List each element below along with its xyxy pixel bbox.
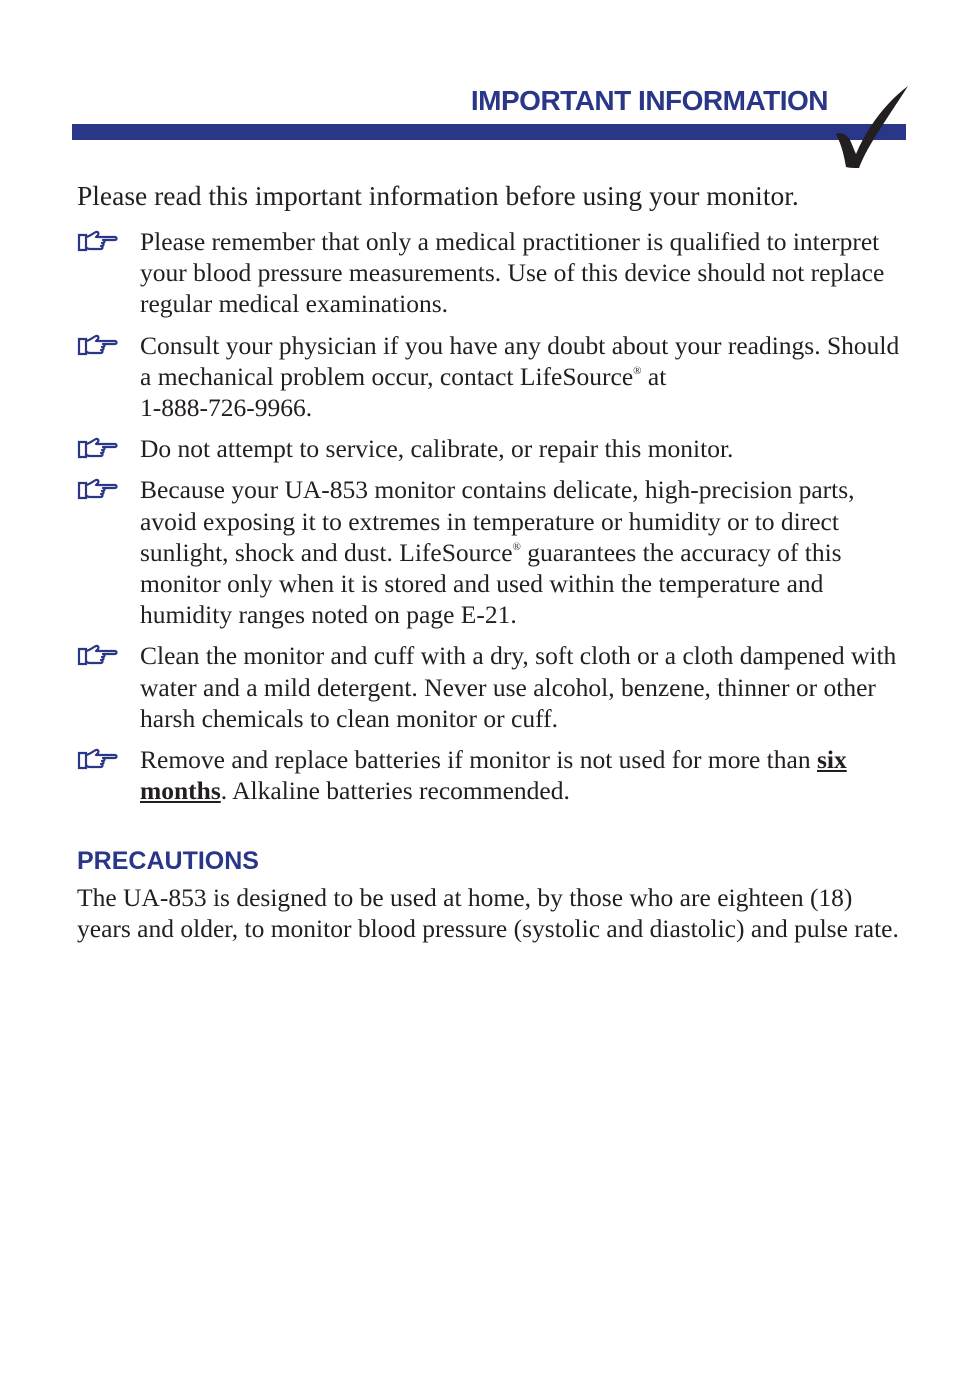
pointing-hand-icon <box>77 644 119 668</box>
list-item-text: Please remember that only a medical practitioner is qualified to interpret your blood pressure measurements. Use of this device should not replace regular medical examinations. <box>140 227 885 319</box>
list-item <box>77 474 907 630</box>
list-item-text: Remove and replace batteries if monitor is not used for more than <box>140 745 817 775</box>
precautions-body: The UA-853 is designed to be used at home, by those who are eighteen (18) years and older, to monitor blood pressure (systolic and diastolic) and pulse rate. <box>77 883 899 944</box>
registered-mark: ® <box>512 540 521 553</box>
list-item-text-after: at <box>641 361 667 391</box>
list-item <box>77 433 907 464</box>
registered-mark: ® <box>633 364 642 377</box>
pointing-hand-icon <box>77 748 119 772</box>
list-item-text: Clean the monitor and cuff with a dry, soft cloth or a cloth dampened with water and a mild detergent. Never use alcohol, benzene, thinner or other harsh chemicals to clean monitor or cuff. <box>140 641 897 733</box>
intro-text: Please read this important information before using your monitor. <box>77 180 799 211</box>
precautions-heading: PRECAUTIONS <box>77 847 259 875</box>
list-item <box>77 330 907 424</box>
list-item-text-after: . Alkaline batteries recommended. <box>220 776 570 806</box>
header-bar <box>72 124 906 140</box>
list-item <box>77 744 907 806</box>
phone-number: 1-888-726-9966. <box>140 393 313 423</box>
list-item-text-after: guarantees the accuracy of this monitor only when it is stored and used within the temperature and humidity ranges noted on page E-21. <box>140 537 842 630</box>
pointing-hand-icon <box>77 478 119 502</box>
important-info-list <box>77 226 907 816</box>
list-item-text: Consult your physician if you have any doubt about your readings. Should a mechanical problem occur, contact LifeSource <box>140 330 900 391</box>
list-item-text: Because your UA-853 monitor contains delicate, high-precision parts, avoid exposing it to extremes in temperature or humidity or to direct sunlight, shock and dust. LifeSource <box>140 475 855 567</box>
list-item-text: Do not attempt to service, calibrate, or repair this monitor. <box>140 434 734 464</box>
emphasis-text: six months <box>140 745 847 806</box>
list-item <box>77 226 907 320</box>
page-title: IMPORTANT INFORMATION <box>470 85 828 116</box>
pointing-hand-icon <box>77 334 119 358</box>
pointing-hand-icon <box>77 437 119 461</box>
checkmark-icon <box>832 82 912 170</box>
pointing-hand-icon <box>77 230 119 254</box>
list-item <box>77 640 907 734</box>
